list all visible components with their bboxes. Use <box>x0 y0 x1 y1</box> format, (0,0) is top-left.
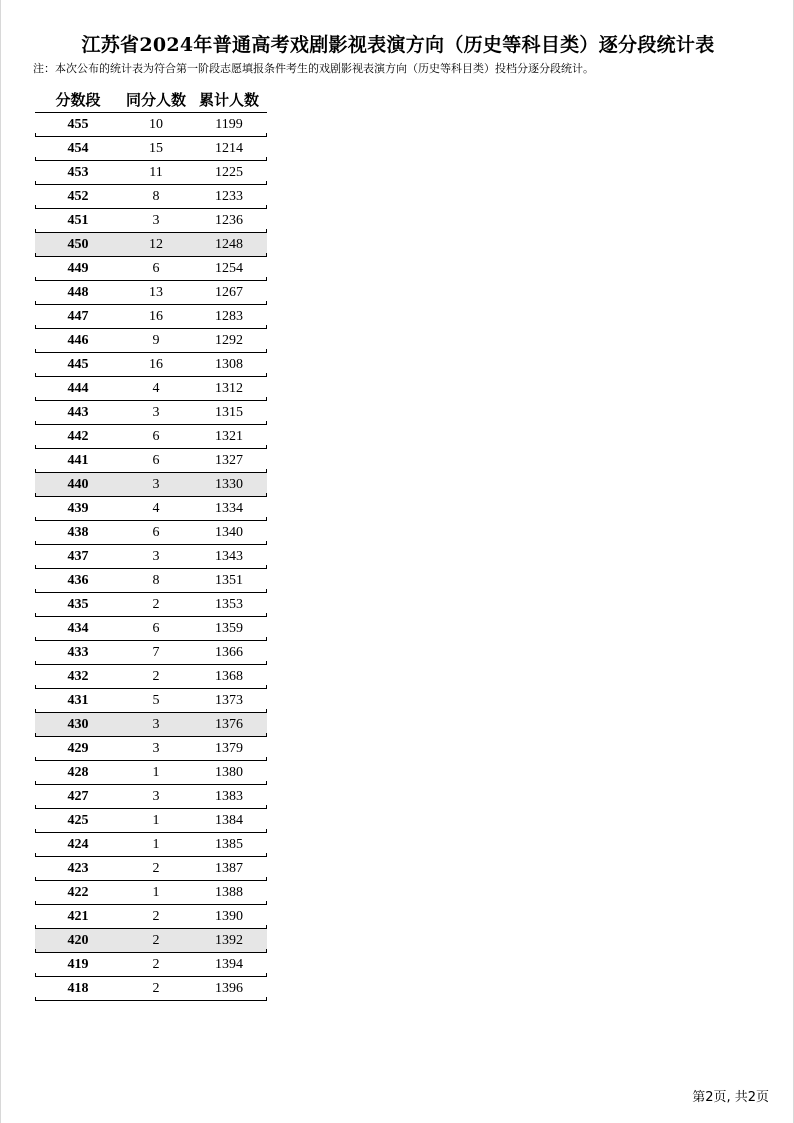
score-cell: 452 <box>67 188 89 204</box>
cumulative-cell: 1330 <box>215 476 243 492</box>
count-cell: 2 <box>152 596 160 612</box>
header-cumulative: 累计人数 <box>198 90 259 109</box>
score-cell: 446 <box>67 332 89 348</box>
cumulative-cell: 1379 <box>215 740 243 756</box>
score-cell: 447 <box>67 308 89 324</box>
score-cell: 433 <box>67 644 89 660</box>
cumulative-cell: 1321 <box>215 428 243 444</box>
table-row <box>35 641 267 665</box>
score-cell: 425 <box>67 812 89 828</box>
table-row <box>35 425 267 449</box>
count-cell: 6 <box>152 620 160 636</box>
cumulative-cell: 1385 <box>215 836 243 852</box>
count-cell: 16 <box>149 356 163 372</box>
cumulative-cell: 1248 <box>215 236 243 252</box>
table-row <box>35 785 267 809</box>
count-cell: 1 <box>152 812 160 828</box>
table-row <box>35 473 267 497</box>
score-cell: 424 <box>67 836 89 852</box>
score-cell: 445 <box>67 356 89 372</box>
table-row <box>35 617 267 641</box>
score-cell: 438 <box>67 524 89 540</box>
table-row <box>35 761 267 785</box>
cumulative-cell: 1394 <box>215 956 243 972</box>
score-cell: 427 <box>67 788 89 804</box>
table-row <box>35 305 267 329</box>
cumulative-cell: 1388 <box>215 884 243 900</box>
table-row <box>35 281 267 305</box>
table-row <box>35 233 267 257</box>
count-cell: 1 <box>152 764 160 780</box>
count-cell: 3 <box>152 716 160 732</box>
score-cell: 436 <box>67 572 89 588</box>
table-row <box>35 929 267 953</box>
cumulative-cell: 1368 <box>215 668 243 684</box>
count-cell: 6 <box>152 524 160 540</box>
cumulative-cell: 1283 <box>215 308 243 324</box>
score-cell: 429 <box>67 740 89 756</box>
table-row <box>35 257 267 281</box>
score-cell: 431 <box>67 692 89 708</box>
count-cell: 13 <box>149 284 163 300</box>
table-row <box>35 665 267 689</box>
table-row <box>35 569 267 593</box>
count-cell: 7 <box>152 644 160 660</box>
table-row <box>35 521 267 545</box>
score-cell: 422 <box>67 884 89 900</box>
cumulative-cell: 1236 <box>215 212 243 228</box>
count-cell: 5 <box>152 692 160 708</box>
score-cell: 421 <box>67 908 89 924</box>
table-row <box>35 833 267 857</box>
table-row <box>35 593 267 617</box>
count-cell: 6 <box>152 452 160 468</box>
count-cell: 3 <box>152 476 160 492</box>
table-row <box>35 689 267 713</box>
score-cell: 448 <box>67 284 89 300</box>
score-cell: 440 <box>67 476 89 492</box>
count-cell: 3 <box>152 740 160 756</box>
count-cell: 3 <box>152 404 160 420</box>
cumulative-cell: 1390 <box>215 908 243 924</box>
cumulative-cell: 1353 <box>215 596 243 612</box>
score-cell: 418 <box>67 980 89 996</box>
cumulative-cell: 1327 <box>215 452 243 468</box>
count-cell: 2 <box>152 980 160 996</box>
table-row <box>35 161 267 185</box>
table-row <box>35 809 267 833</box>
table-row <box>35 713 267 737</box>
count-cell: 3 <box>152 548 160 564</box>
table-row <box>35 137 267 161</box>
cumulative-cell: 1312 <box>215 380 243 396</box>
count-cell: 9 <box>152 332 160 348</box>
table-row <box>35 113 267 137</box>
cumulative-cell: 1351 <box>215 572 243 588</box>
count-cell: 8 <box>152 572 160 588</box>
score-cell: 444 <box>67 380 89 396</box>
count-cell: 4 <box>152 380 160 396</box>
cumulative-cell: 1396 <box>215 980 243 996</box>
table-row <box>35 377 267 401</box>
score-cell: 428 <box>67 764 89 780</box>
score-cell: 419 <box>67 956 89 972</box>
header-score: 分数段 <box>55 90 101 109</box>
cumulative-cell: 1380 <box>215 764 243 780</box>
score-cell: 450 <box>67 236 89 252</box>
count-cell: 16 <box>149 308 163 324</box>
cumulative-cell: 1334 <box>215 500 243 516</box>
table-row <box>35 353 267 377</box>
cumulative-cell: 1366 <box>215 644 243 660</box>
score-table <box>35 86 267 1001</box>
table-row <box>35 401 267 425</box>
table-row <box>35 185 267 209</box>
count-cell: 11 <box>149 164 163 180</box>
score-cell: 430 <box>67 716 89 732</box>
cumulative-cell: 1392 <box>215 932 243 948</box>
table-row <box>35 209 267 233</box>
page-title: 江苏省2024年普通高考戏剧影视表演方向（历史等科目类）逐分段统计表 <box>81 34 715 56</box>
cumulative-cell: 1315 <box>215 404 243 420</box>
count-cell: 2 <box>152 908 160 924</box>
score-cell: 423 <box>67 860 89 876</box>
count-cell: 3 <box>152 212 160 228</box>
score-cell: 443 <box>67 404 89 420</box>
count-cell: 2 <box>152 932 160 948</box>
table-row <box>35 545 267 569</box>
table-row <box>35 497 267 521</box>
cumulative-cell: 1359 <box>215 620 243 636</box>
count-cell: 8 <box>152 188 160 204</box>
count-cell: 1 <box>152 836 160 852</box>
cumulative-cell: 1225 <box>215 164 243 180</box>
table-row <box>35 737 267 761</box>
score-cell: 451 <box>67 212 89 228</box>
table-row <box>35 329 267 353</box>
score-cell: 441 <box>67 452 89 468</box>
score-cell: 442 <box>67 428 89 444</box>
score-cell: 432 <box>67 668 89 684</box>
table-row <box>35 905 267 929</box>
table-header <box>35 86 267 113</box>
score-cell: 434 <box>67 620 89 636</box>
count-cell: 2 <box>152 668 160 684</box>
table-row <box>35 953 267 977</box>
cumulative-cell: 1384 <box>215 812 243 828</box>
count-cell: 6 <box>152 428 160 444</box>
cumulative-cell: 1343 <box>215 548 243 564</box>
cumulative-cell: 1199 <box>215 116 243 132</box>
score-cell: 449 <box>67 260 89 276</box>
score-cell: 439 <box>67 500 89 516</box>
count-cell: 15 <box>149 140 163 156</box>
count-cell: 2 <box>152 956 160 972</box>
table-row <box>35 449 267 473</box>
header-count: 同分人数 <box>125 90 186 109</box>
score-cell: 454 <box>67 140 89 156</box>
table-row <box>35 977 267 1001</box>
page-number: 第2页, 共2页 <box>692 1090 769 1105</box>
score-cell: 437 <box>67 548 89 564</box>
cumulative-cell: 1308 <box>215 356 243 372</box>
score-cell: 453 <box>67 164 89 180</box>
cumulative-cell: 1254 <box>215 260 243 276</box>
count-cell: 2 <box>152 860 160 876</box>
cumulative-cell: 1214 <box>215 140 243 156</box>
table-row <box>35 857 267 881</box>
cumulative-cell: 1373 <box>215 692 243 708</box>
table-body <box>35 113 267 1001</box>
count-cell: 1 <box>152 884 160 900</box>
count-cell: 12 <box>149 236 163 252</box>
table-row <box>35 881 267 905</box>
cumulative-cell: 1340 <box>215 524 243 540</box>
count-cell: 4 <box>152 500 160 516</box>
cumulative-cell: 1292 <box>215 332 243 348</box>
cumulative-cell: 1233 <box>215 188 243 204</box>
score-cell: 455 <box>67 116 89 132</box>
score-cell: 435 <box>67 596 89 612</box>
count-cell: 6 <box>152 260 160 276</box>
cumulative-cell: 1376 <box>215 716 243 732</box>
count-cell: 3 <box>152 788 160 804</box>
table-note: 注：本次公布的统计表为符合第一阶段志愿填报条件考生的戏剧影视表演方向（历史等科目类）投档分逐分段统计。 <box>33 62 594 75</box>
cumulative-cell: 1383 <box>215 788 243 804</box>
cumulative-cell: 1267 <box>215 284 243 300</box>
count-cell: 10 <box>149 116 163 132</box>
cumulative-cell: 1387 <box>215 860 243 876</box>
score-cell: 420 <box>67 932 89 948</box>
